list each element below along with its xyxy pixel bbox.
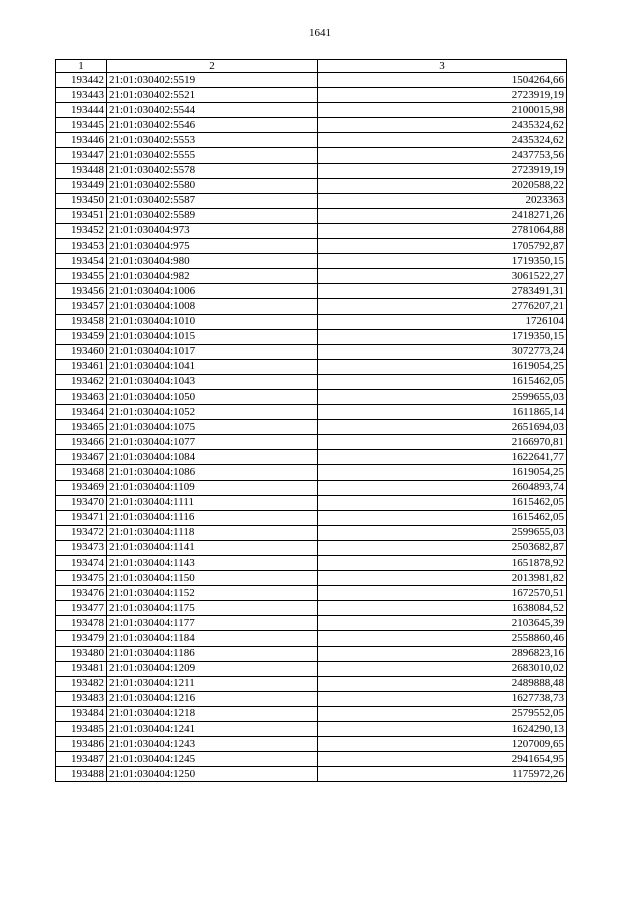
cadastral-number-cell: 21:01:030404:1015 xyxy=(107,329,318,344)
cadastral-number-cell: 21:01:030404:1006 xyxy=(107,284,318,299)
table-row xyxy=(56,163,567,178)
cadastral-number-cell: 21:01:030402:5580 xyxy=(107,178,318,193)
row-number-cell: 193464 xyxy=(56,405,107,420)
value-cell: 2783491,31 xyxy=(318,284,567,299)
row-number-cell: 193465 xyxy=(56,420,107,435)
row-number-cell: 193483 xyxy=(56,691,107,706)
table-row xyxy=(56,73,567,88)
table-row xyxy=(56,193,567,208)
value-cell: 1726104 xyxy=(318,314,567,329)
cadastral-number-cell: 21:01:030404:1152 xyxy=(107,586,318,601)
row-number-cell: 193485 xyxy=(56,722,107,737)
value-cell: 2023363 xyxy=(318,193,567,208)
table-row xyxy=(56,616,567,631)
cadastral-number-cell: 21:01:030402:5587 xyxy=(107,193,318,208)
row-number-cell: 193470 xyxy=(56,495,107,510)
table-header xyxy=(56,60,567,73)
cadastral-number-cell: 21:01:030404:1141 xyxy=(107,540,318,555)
row-number-cell: 193482 xyxy=(56,676,107,691)
value-cell: 1615462,05 xyxy=(318,495,567,510)
row-number-cell: 193463 xyxy=(56,389,107,404)
value-cell: 3061522,27 xyxy=(318,269,567,284)
value-cell: 2503682,87 xyxy=(318,540,567,555)
table-row xyxy=(56,586,567,601)
table-row xyxy=(56,495,567,510)
table-body xyxy=(56,73,567,782)
cadastral-number-cell: 21:01:030402:5546 xyxy=(107,118,318,133)
cadastral-number-cell: 21:01:030404:982 xyxy=(107,269,318,284)
row-number-cell: 193443 xyxy=(56,88,107,103)
row-number-cell: 193480 xyxy=(56,646,107,661)
table-row xyxy=(56,752,567,767)
table-row xyxy=(56,359,567,374)
table-row xyxy=(56,571,567,586)
cadastral-number-cell: 21:01:030404:1010 xyxy=(107,314,318,329)
cadastral-number-cell: 21:01:030404:1109 xyxy=(107,480,318,495)
table-row xyxy=(56,269,567,284)
value-cell: 1175972,26 xyxy=(318,767,567,782)
row-number-cell: 193484 xyxy=(56,706,107,721)
cadastral-number-cell: 21:01:030404:1184 xyxy=(107,631,318,646)
value-cell: 2013981,82 xyxy=(318,571,567,586)
row-number-cell: 193479 xyxy=(56,631,107,646)
cadastral-number-cell: 21:01:030404:1143 xyxy=(107,556,318,571)
table-row xyxy=(56,465,567,480)
row-number-cell: 193457 xyxy=(56,299,107,314)
row-number-cell: 193467 xyxy=(56,450,107,465)
row-number-cell: 193469 xyxy=(56,480,107,495)
value-cell: 1615462,05 xyxy=(318,374,567,389)
value-cell: 2599655,03 xyxy=(318,389,567,404)
value-cell: 2103645,39 xyxy=(318,616,567,631)
cadastral-number-cell: 21:01:030404:1017 xyxy=(107,344,318,359)
table-row xyxy=(56,118,567,133)
value-cell: 1672570,51 xyxy=(318,586,567,601)
value-cell: 2781064,88 xyxy=(318,223,567,238)
table-row xyxy=(56,480,567,495)
header-col-3: 3 xyxy=(318,60,567,73)
row-number-cell: 193471 xyxy=(56,510,107,525)
value-cell: 2100015,98 xyxy=(318,103,567,118)
table-row xyxy=(56,631,567,646)
cadastral-number-cell: 21:01:030402:5555 xyxy=(107,148,318,163)
row-number-cell: 193462 xyxy=(56,374,107,389)
cadastral-number-cell: 21:01:030402:5521 xyxy=(107,88,318,103)
row-number-cell: 193466 xyxy=(56,435,107,450)
cadastral-number-cell: 21:01:030404:1175 xyxy=(107,601,318,616)
table-row xyxy=(56,133,567,148)
value-cell: 2651694,03 xyxy=(318,420,567,435)
cadastral-number-cell: 21:01:030404:1150 xyxy=(107,571,318,586)
header-col-2: 2 xyxy=(107,60,318,73)
value-cell: 2599655,03 xyxy=(318,525,567,540)
cadastral-number-cell: 21:01:030404:1086 xyxy=(107,465,318,480)
row-number-cell: 193472 xyxy=(56,525,107,540)
row-number-cell: 193448 xyxy=(56,163,107,178)
row-number-cell: 193486 xyxy=(56,737,107,752)
table-row xyxy=(56,706,567,721)
value-cell: 1719350,15 xyxy=(318,254,567,269)
row-number-cell: 193454 xyxy=(56,254,107,269)
value-cell: 1611865,14 xyxy=(318,405,567,420)
row-number-cell: 193450 xyxy=(56,193,107,208)
row-number-cell: 193452 xyxy=(56,223,107,238)
data-table xyxy=(55,59,567,782)
table-row xyxy=(56,737,567,752)
header-row xyxy=(56,60,567,73)
cadastral-number-cell: 21:01:030404:1118 xyxy=(107,525,318,540)
value-cell: 2579552,05 xyxy=(318,706,567,721)
value-cell: 2604893,74 xyxy=(318,480,567,495)
page-number: 1641 xyxy=(309,27,331,39)
value-cell: 2166970,81 xyxy=(318,435,567,450)
value-cell: 2558860,46 xyxy=(318,631,567,646)
table-row xyxy=(56,661,567,676)
cadastral-number-cell: 21:01:030404:1250 xyxy=(107,767,318,782)
value-cell: 2020588,22 xyxy=(318,178,567,193)
table-row xyxy=(56,510,567,525)
table-row xyxy=(56,646,567,661)
row-number-cell: 193451 xyxy=(56,208,107,223)
value-cell: 2418271,26 xyxy=(318,208,567,223)
value-cell: 1705792,87 xyxy=(318,239,567,254)
table-row xyxy=(56,374,567,389)
table-row xyxy=(56,450,567,465)
row-number-cell: 193475 xyxy=(56,571,107,586)
value-cell: 1615462,05 xyxy=(318,510,567,525)
value-cell: 1624290,13 xyxy=(318,722,567,737)
cadastral-number-cell: 21:01:030404:1043 xyxy=(107,374,318,389)
table-row xyxy=(56,284,567,299)
value-cell: 2896823,16 xyxy=(318,646,567,661)
cadastral-number-cell: 21:01:030404:1041 xyxy=(107,359,318,374)
value-cell: 1622641,77 xyxy=(318,450,567,465)
cadastral-number-cell: 21:01:030404:1116 xyxy=(107,510,318,525)
cadastral-number-cell: 21:01:030402:5589 xyxy=(107,208,318,223)
cadastral-number-cell: 21:01:030404:1111 xyxy=(107,495,318,510)
row-number-cell: 193455 xyxy=(56,269,107,284)
table-row xyxy=(56,767,567,782)
table-row xyxy=(56,676,567,691)
table-row xyxy=(56,314,567,329)
header-col-1: 1 xyxy=(56,60,107,73)
cadastral-number-cell: 21:01:030404:1216 xyxy=(107,691,318,706)
cadastral-number-cell: 21:01:030402:5553 xyxy=(107,133,318,148)
cadastral-number-cell: 21:01:030404:1075 xyxy=(107,420,318,435)
row-number-cell: 193446 xyxy=(56,133,107,148)
value-cell: 2683010,02 xyxy=(318,661,567,676)
value-cell: 2941654,95 xyxy=(318,752,567,767)
table-row xyxy=(56,405,567,420)
table-row xyxy=(56,329,567,344)
cadastral-number-cell: 21:01:030404:1218 xyxy=(107,706,318,721)
table-row xyxy=(56,691,567,706)
cadastral-number-cell: 21:01:030402:5519 xyxy=(107,73,318,88)
cadastral-number-cell: 21:01:030404:1209 xyxy=(107,661,318,676)
cadastral-number-cell: 21:01:030404:1177 xyxy=(107,616,318,631)
value-cell: 1638084,52 xyxy=(318,601,567,616)
value-cell: 2723919,19 xyxy=(318,163,567,178)
value-cell: 2437753,56 xyxy=(318,148,567,163)
row-number-cell: 193487 xyxy=(56,752,107,767)
row-number-cell: 193458 xyxy=(56,314,107,329)
value-cell: 1627738,73 xyxy=(318,691,567,706)
row-number-cell: 193473 xyxy=(56,540,107,555)
row-number-cell: 193449 xyxy=(56,178,107,193)
row-number-cell: 193459 xyxy=(56,329,107,344)
row-number-cell: 193444 xyxy=(56,103,107,118)
row-number-cell: 193460 xyxy=(56,344,107,359)
cadastral-number-cell: 21:01:030404:1241 xyxy=(107,722,318,737)
table-row xyxy=(56,178,567,193)
table-row xyxy=(56,435,567,450)
value-cell: 1651878,92 xyxy=(318,556,567,571)
table-row xyxy=(56,525,567,540)
row-number-cell: 193481 xyxy=(56,661,107,676)
row-number-cell: 193453 xyxy=(56,239,107,254)
cadastral-number-cell: 21:01:030404:1077 xyxy=(107,435,318,450)
value-cell: 1619054,25 xyxy=(318,465,567,480)
cadastral-number-cell: 21:01:030404:1243 xyxy=(107,737,318,752)
value-cell: 1207009,65 xyxy=(318,737,567,752)
cadastral-number-cell: 21:01:030404:1008 xyxy=(107,299,318,314)
cadastral-number-cell: 21:01:030402:5578 xyxy=(107,163,318,178)
table-row xyxy=(56,344,567,359)
cadastral-number-cell: 21:01:030404:980 xyxy=(107,254,318,269)
table-row xyxy=(56,254,567,269)
value-cell: 2435324,62 xyxy=(318,133,567,148)
row-number-cell: 193476 xyxy=(56,586,107,601)
row-number-cell: 193477 xyxy=(56,601,107,616)
cadastral-number-cell: 21:01:030404:1050 xyxy=(107,389,318,404)
value-cell: 1719350,15 xyxy=(318,329,567,344)
cadastral-number-cell: 21:01:030404:1052 xyxy=(107,405,318,420)
row-number-cell: 193474 xyxy=(56,556,107,571)
cadastral-number-cell: 21:01:030404:1084 xyxy=(107,450,318,465)
row-number-cell: 193456 xyxy=(56,284,107,299)
table-row xyxy=(56,103,567,118)
cadastral-number-cell: 21:01:030404:1211 xyxy=(107,676,318,691)
cadastral-number-cell: 21:01:030404:1245 xyxy=(107,752,318,767)
cadastral-number-cell: 21:01:030404:975 xyxy=(107,239,318,254)
row-number-cell: 193447 xyxy=(56,148,107,163)
table-row xyxy=(56,223,567,238)
value-cell: 1619054,25 xyxy=(318,359,567,374)
table-row xyxy=(56,239,567,254)
table-row xyxy=(56,148,567,163)
row-number-cell: 193442 xyxy=(56,73,107,88)
table-row xyxy=(56,389,567,404)
table-row xyxy=(56,420,567,435)
value-cell: 1504264,66 xyxy=(318,73,567,88)
table-row xyxy=(56,208,567,223)
value-cell: 3072773,24 xyxy=(318,344,567,359)
row-number-cell: 193488 xyxy=(56,767,107,782)
value-cell: 2723919,19 xyxy=(318,88,567,103)
cadastral-number-cell: 21:01:030404:973 xyxy=(107,223,318,238)
cadastral-number-cell: 21:01:030404:1186 xyxy=(107,646,318,661)
row-number-cell: 193478 xyxy=(56,616,107,631)
table-row xyxy=(56,601,567,616)
value-cell: 2435324,62 xyxy=(318,118,567,133)
row-number-cell: 193461 xyxy=(56,359,107,374)
table-row xyxy=(56,540,567,555)
value-cell: 2776207,21 xyxy=(318,299,567,314)
table-row xyxy=(56,556,567,571)
row-number-cell: 193468 xyxy=(56,465,107,480)
table-row xyxy=(56,722,567,737)
row-number-cell: 193445 xyxy=(56,118,107,133)
table-row xyxy=(56,88,567,103)
cadastral-number-cell: 21:01:030402:5544 xyxy=(107,103,318,118)
table-row xyxy=(56,299,567,314)
value-cell: 2489888,48 xyxy=(318,676,567,691)
